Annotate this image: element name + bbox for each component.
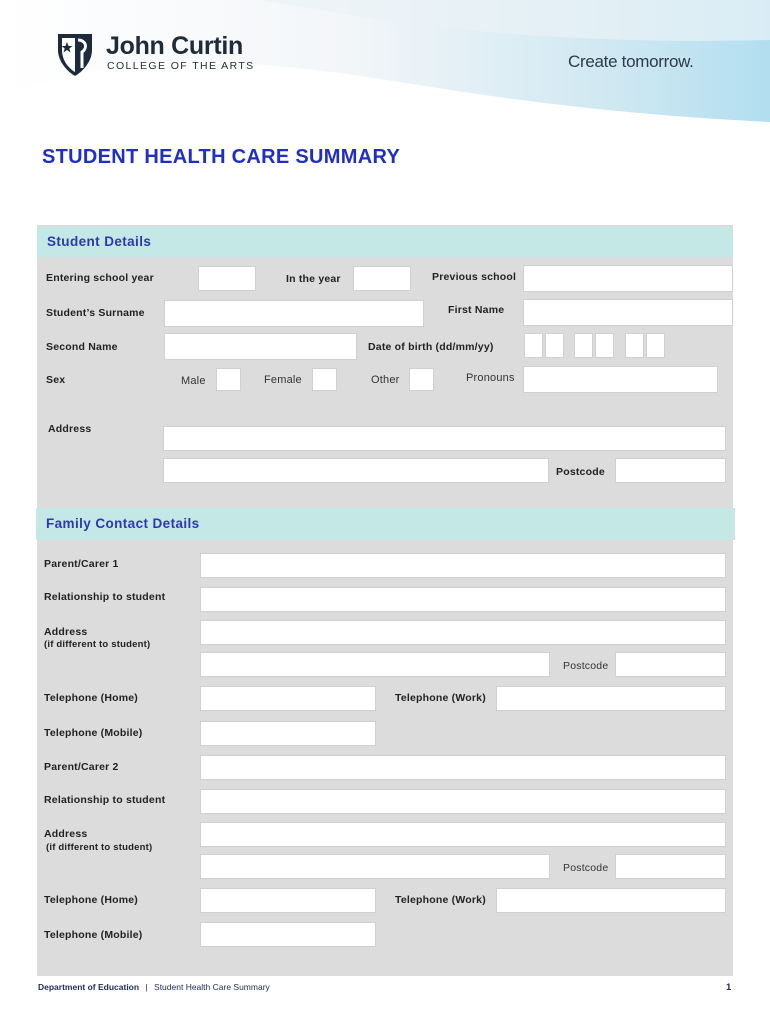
dob-day-2[interactable] [545,333,564,358]
second-name-field[interactable] [164,333,357,360]
footer-document-name: Student Health Care Summary [154,982,270,992]
parent1-name-field[interactable] [200,553,726,578]
college-name: John Curtin [106,32,243,60]
dob-label: Date of birth (dd/mm/yy) [368,341,494,353]
female-checkbox[interactable] [312,368,337,391]
parent1-tel-mobile-label: Telephone (Mobile) [44,727,143,739]
postcode-label: Postcode [556,466,605,478]
parent2-address-label: Address [44,828,88,840]
parent1-address-line-1[interactable] [200,620,726,645]
second-name-label: Second Name [46,341,118,353]
previous-school-label: Previous school [432,271,517,283]
parent1-address-note: (if different to student) [44,639,151,650]
dob-month-2[interactable] [595,333,614,358]
surname-field[interactable] [164,300,424,327]
parent2-tel-mobile-label: Telephone (Mobile) [44,929,143,941]
parent2-tel-work-label: Telephone (Work) [395,894,486,906]
entering-year-label: Entering school year [46,272,154,284]
college-logo-icon [52,28,98,78]
parent2-tel-mobile-field[interactable] [200,922,376,947]
tagline: Create tomorrow. [568,52,694,71]
footer-separator: | [145,982,148,992]
dob-month-1[interactable] [574,333,593,358]
parent2-relationship-field[interactable] [200,789,726,814]
page-number: 1 [726,982,732,993]
parent2-relationship-label: Relationship to student [44,794,166,806]
college-subtitle: COLLEGE OF THE ARTS [107,60,255,72]
female-label: Female [264,374,302,386]
first-name-field[interactable] [523,299,733,326]
in-the-year-field[interactable] [353,266,411,291]
parent2-tel-home-label: Telephone (Home) [44,894,139,906]
parent1-address-label: Address [44,626,88,638]
page-title: STUDENT HEALTH CARE SUMMARY [42,146,401,168]
address-line-1[interactable] [163,426,726,451]
sex-label: Sex [46,374,66,386]
in-the-year-label: In the year [286,273,341,285]
footer [38,982,270,992]
other-checkbox[interactable] [409,368,434,391]
parent2-postcode-field[interactable] [615,854,726,879]
male-label: Male [181,375,206,387]
parent2-label: Parent/Carer 2 [44,761,119,773]
parent2-address-line-1[interactable] [200,822,726,847]
previous-school-field[interactable] [523,265,733,292]
parent1-label: Parent/Carer 1 [44,558,119,570]
parent2-name-field[interactable] [200,755,726,780]
student-details-heading: Student Details [37,227,733,257]
parent1-postcode-field[interactable] [615,652,726,677]
parent1-relationship-field[interactable] [200,587,726,612]
surname-label: Student’s Surname [46,307,145,319]
dob-year-2[interactable] [646,333,665,358]
address-line-2[interactable] [163,458,549,483]
parent1-postcode-label: Postcode [563,660,609,672]
entering-year-field[interactable] [198,266,256,291]
family-contact-heading: Family Contact Details [36,508,735,540]
male-checkbox[interactable] [216,368,241,391]
dob-year-1[interactable] [625,333,644,358]
parent1-tel-mobile-field[interactable] [200,721,376,746]
pronouns-label: Pronouns [466,372,515,384]
parent1-address-line-2[interactable] [200,652,550,677]
address-label: Address [48,423,92,435]
parent1-relationship-label: Relationship to student [44,591,166,603]
parent1-tel-home-label: Telephone (Home) [44,692,139,704]
parent1-tel-work-field[interactable] [496,686,726,711]
postcode-field[interactable] [615,458,726,483]
parent2-tel-work-field[interactable] [496,888,726,913]
parent2-address-note: (if different to student) [46,842,153,853]
parent2-tel-home-field[interactable] [200,888,376,913]
parent2-postcode-label: Postcode [563,862,609,874]
other-label: Other [371,374,400,386]
parent2-address-line-2[interactable] [200,854,550,879]
first-name-label: First Name [448,304,505,316]
parent1-tel-home-field[interactable] [200,686,376,711]
pronouns-field[interactable] [523,366,718,393]
footer-department: Department of Education [38,982,140,992]
dob-day-1[interactable] [524,333,543,358]
parent1-tel-work-label: Telephone (Work) [395,692,486,704]
